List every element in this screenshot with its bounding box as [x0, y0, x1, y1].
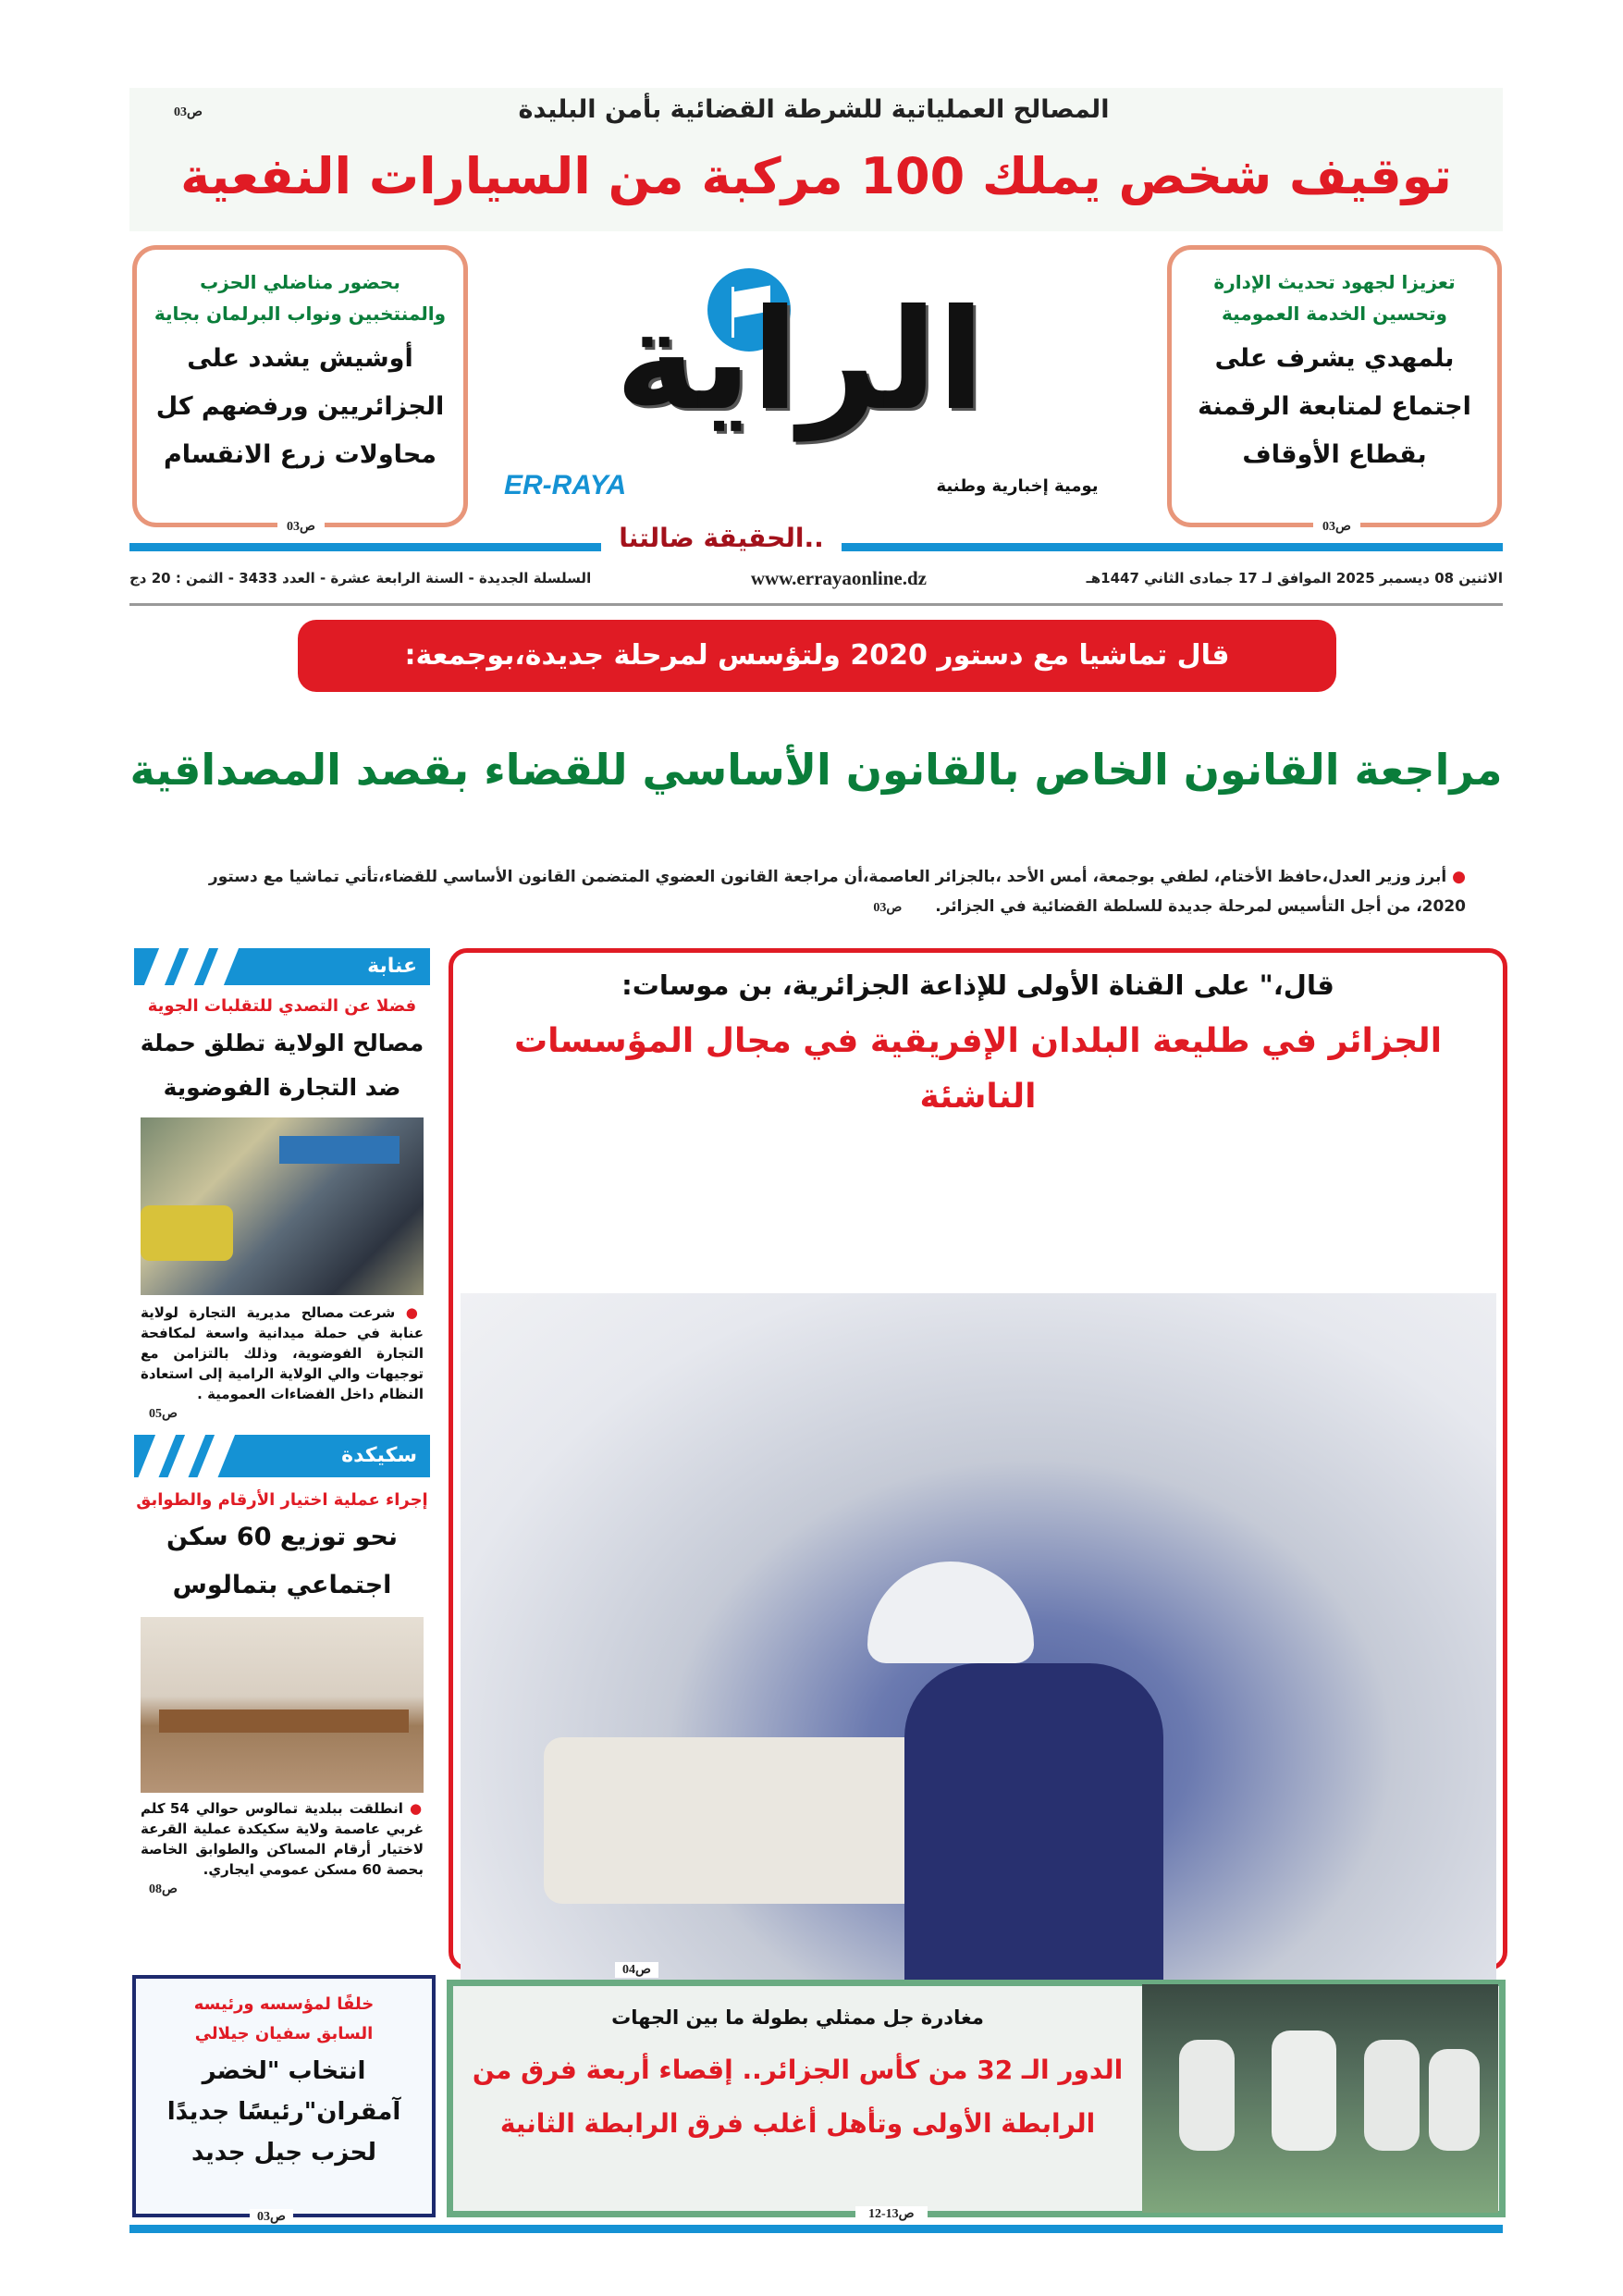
page-ref: ص03 — [174, 105, 203, 119]
housing-lottery-photo — [141, 1617, 424, 1793]
page-ref: ص03 — [250, 2209, 293, 2225]
hairnet — [867, 1562, 1034, 1663]
bottom-divider — [129, 2225, 1503, 2233]
street-market-photo — [141, 1117, 424, 1295]
sidebar-headline[interactable]: مصالح الولاية تطلق حملة ضد التجارة الفوضوية — [140, 1030, 424, 1101]
bottom-left-box[interactable] — [132, 1975, 436, 2217]
sports-kicker: مغادرة جل ممثلي بطولة ما بين الجهات — [611, 2006, 984, 2029]
left-teaser-box[interactable] — [132, 245, 468, 527]
sports-box[interactable] — [447, 1980, 1506, 2217]
sidebar — [134, 948, 430, 1897]
issue-date: الاثنين 08 ديسمبر 2025 الموافق لـ 17 جمادى الثاني 1447هـ — [1086, 570, 1503, 586]
website-link[interactable]: www.errayaonline.dz — [750, 566, 927, 589]
feature-kicker: قال،" على القناة الأولى للإذاعة الجزائرية، بن موسات: — [621, 969, 1334, 1001]
logo-arabic: الراية — [615, 280, 985, 441]
bottom-left-kicker: خلفًا لمؤسسه ورئيسه السابق سفيان جيلالي — [193, 1994, 375, 2043]
bottom-left-headline: انتخاب "لخضر آمقران"رئيسًا جديدًا لحزب جيل جديد — [166, 2057, 401, 2166]
section-banner-annaba — [134, 948, 430, 985]
masthead-logo[interactable] — [481, 250, 1119, 518]
sports-headline: الدور الـ 32 من كأس الجزائر.. إقصاء أربعة فرق من الرابطة الأولى وتأهل أغلب فرق الرابطة الثانية — [472, 2055, 1124, 2139]
page-ref: ص13-12 — [855, 2206, 928, 2222]
top-story-headline[interactable]: توقيف شخص يملك 100 مركبة من السيارات النفعية — [180, 147, 1452, 205]
section-title: سكيكدة — [341, 1444, 417, 1467]
lead-kicker-pill: قال تماشيا مع دستور 2020 ولتؤسس لمرحلة جديدة،بوجمعة: — [298, 620, 1336, 692]
section-title: عنابة — [367, 955, 417, 978]
sidebar-kicker: إجراء عملية اختيار الأرقام والطوابق — [136, 1490, 428, 1510]
logo-latin: ER-RAYA — [504, 470, 627, 500]
feature-headline: الجزائر في طليعة البلدان الإفريقية في مجال المؤسسات الناشئة — [513, 1022, 1443, 1116]
bullet-icon: ● — [402, 1800, 424, 1817]
bullet-icon: ● — [1452, 868, 1466, 886]
page-ref: ص05 — [149, 1407, 178, 1421]
divider — [129, 543, 601, 551]
left-teaser-kicker: بحضور مناضلي الحزب والمنتخبين ونواب البرلمان بجاية — [154, 271, 447, 325]
page-ref: ص04 — [615, 1962, 658, 1978]
sidebar-headline[interactable]: نحو توزيع 60 سكن اجتماعي بتمالوس — [166, 1523, 399, 1599]
sidebar-body: ● شرعت مصالح مديرية التجارة لولاية عنابة في حملة ميدانية واسعة لمكافحة التجارة الفوضوية، وذلك بالتزامن مع توجيهات والي الولاية الرامية إلى استعادة النظام داخل الفضاءات العمومية . — [141, 1304, 424, 1402]
slogan: ..الحقيقة ضالتنا — [619, 523, 824, 553]
football-players-photo — [1142, 1984, 1498, 2213]
page-ref: ص03 — [277, 519, 325, 535]
tagline: يومية إخبارية وطنية — [936, 476, 1099, 496]
right-teaser-kicker: تعزيزا لجهود تحديث الإدارة وتحسين الخدمة العمومية — [1213, 271, 1456, 325]
left-teaser-headline: أوشيش يشدد على الجزائريين ورفضهم كل محاولات زرع الانقسام — [155, 344, 445, 469]
right-teaser-box[interactable] — [1167, 245, 1502, 527]
lead-body — [190, 862, 1466, 923]
page-ref: ص03 — [1313, 519, 1360, 535]
divider — [129, 603, 1503, 606]
lead-body-text: أبرز وزير العدل،حافظ الأختام، لطفي بوجمعة، أمس الأحد ،بالجزائر العاصمة،أن مراجعة القانون العضوي المتضمن القانون الأساسي للقضاء،تأتي تماشيا مع دستور 2020، من أجل التأسيس لمرحلة جديدة للسلطة القضائية في الجزائر. — [208, 868, 1466, 916]
right-teaser-headline: بلمهدي يشرف على اجتماع لمتابعة الرقمنة بقطاع الأوقاف — [1198, 344, 1471, 469]
feature-box[interactable] — [449, 948, 1507, 1970]
top-story-band — [129, 88, 1503, 231]
dateline — [129, 562, 1503, 594]
issue-info: السلسلة الجديدة - السنة الرابعة عشرة - العدد 3433 - الثمن : 20 دج — [129, 570, 592, 586]
lead-headline[interactable]: مراجعة القانون الخاص بالقانون الأساسي للقضاء بقصد المصداقية — [129, 745, 1503, 795]
page-ref: ص08 — [149, 1882, 178, 1896]
sidebar-body: ● انطلقت ببلدية تمالوس حوالي 54 كلم غربي عاصمة ولاية سكيكدة عملية القرعة لاختيار أرقام المساكن والطوابق الخاصة بحصة 60 مسكن عمومي ايجاري. — [141, 1800, 424, 1878]
bullet-icon: ● — [395, 1304, 424, 1321]
top-story-kicker: المصالح العملياتية للشرطة القضائية بأمن البليدة — [518, 95, 1110, 124]
sidebar-kicker: فضلا عن التصدي للتقلبات الجوية — [147, 996, 417, 1016]
divider — [842, 543, 1503, 551]
section-banner-skikda — [134, 1435, 430, 1477]
page-ref: ص03 — [873, 901, 903, 915]
